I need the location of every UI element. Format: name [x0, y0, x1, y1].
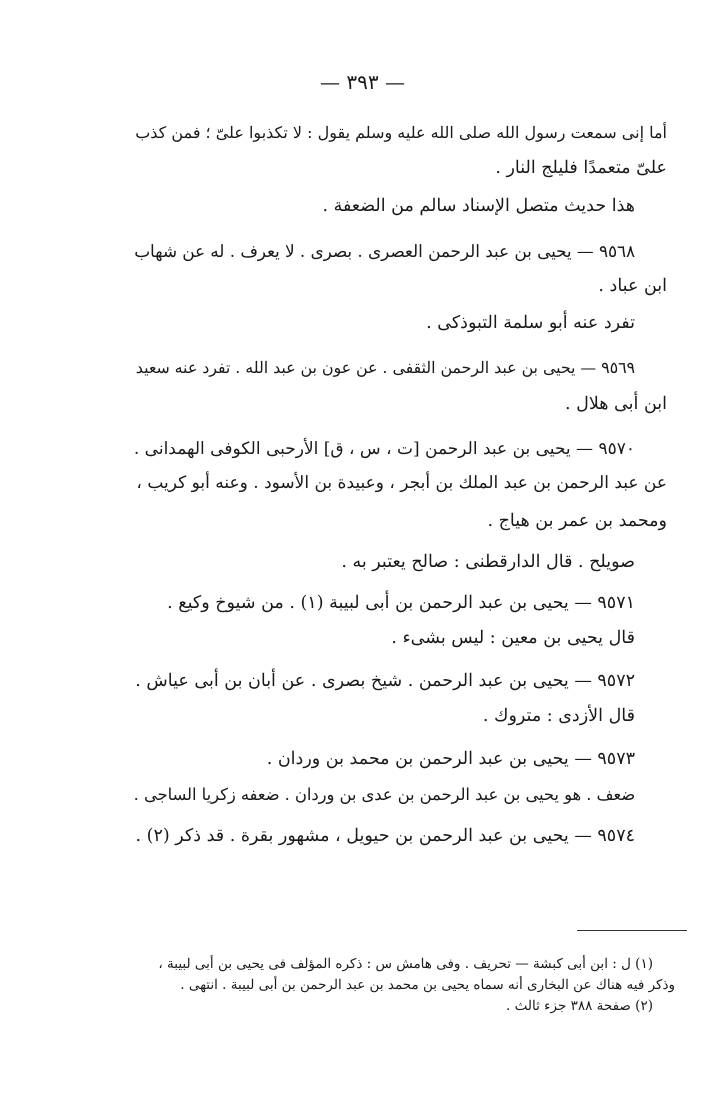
- text-line: ابن عباد .: [598, 276, 667, 296]
- text-line: أما إنى سمعت رسول الله صلى الله عليه وسلم يقول : لا تكذبوا علىّ ؛ فمن كذب: [135, 123, 667, 142]
- main-text: [132, 122, 667, 860]
- text-line: صويلح . قال الدارقطنى : صالح يعتبر به .: [341, 552, 635, 572]
- entry-9574: ٩٥٧٤ — يحيى بن عبد الرحمن بن حيويل ، مشهور بقرة . قد ذكر (٢) .: [135, 826, 635, 846]
- text-line: عن عبد الرحمن بن عبد الملك بن أبجر ، وعبيدة بن الأسود . وعنه أبو كريب ،: [136, 473, 667, 493]
- text-line: ضعف . هو يحيى بن عبد الرحمن بن عدى بن وردان . ضعفه زكريا الساجى .: [133, 785, 635, 804]
- footnote-2: (٢) صفحة ٣٨٨ جزء ثالث .: [506, 997, 653, 1014]
- entry-9570: ٩٥٧٠ — يحيى بن عبد الرحمن [ت ، س ، ق] الأرحبى الكوفى الهمدانى .: [133, 439, 635, 459]
- text-line: علىّ متعمدًا فليلج النار .: [495, 158, 667, 178]
- text-line: ومحمد بن عمر بن هياج .: [487, 511, 667, 531]
- entry-9569: ٩٥٦٩ — يحيى بن عبد الرحمن الثقفى . عن عون بن عبد الله . تفرد عنه سعيد: [135, 358, 635, 377]
- footnote-1: (١) ل : ابن أبى كبشة — تحريف . وفى هامش س : ذكره المؤلف فى يحيى بن أبى لبيبة ،: [158, 956, 653, 972]
- footnote-1-continued: وذكر فيه هناك عن البخارى أنه سماه يحيى بن محمد بن عبد الرحمن بن أبى لبيبة . انتهى .: [180, 976, 675, 993]
- entry-9568: ٩٥٦٨ — يحيى بن عبد الرحمن العصرى . بصرى . لا يعرف . له عن شهاب: [134, 241, 635, 261]
- text-line: تفرد عنه أبو سلمة التبوذكى .: [426, 313, 635, 333]
- footnotes: [150, 954, 675, 1017]
- text-line: ابن أبى هلال .: [564, 394, 667, 414]
- entry-9573: ٩٥٧٣ — يحيى بن عبد الرحمن بن محمد بن وردان .: [266, 749, 635, 769]
- page-number: — ٣٩٣ —: [320, 70, 405, 94]
- entry-9572: ٩٥٧٢ — يحيى بن عبد الرحمن . شيخ بصرى . عن أبان بن أبى عياش .: [135, 671, 635, 691]
- text-line: قال الأزدى : متروك .: [482, 706, 635, 726]
- entry-9571: ٩٥٧١ — يحيى بن عبد الرحمن بن أبى لبيبة (١) . من شيوخ وكيع .: [167, 593, 635, 613]
- text-line: قال يحيى بن معين : ليس بشىء .: [391, 628, 635, 648]
- text-line: هذا حديث متصل الإسناد سالم من الضعفة .: [322, 196, 635, 216]
- footnote-divider: [577, 930, 687, 931]
